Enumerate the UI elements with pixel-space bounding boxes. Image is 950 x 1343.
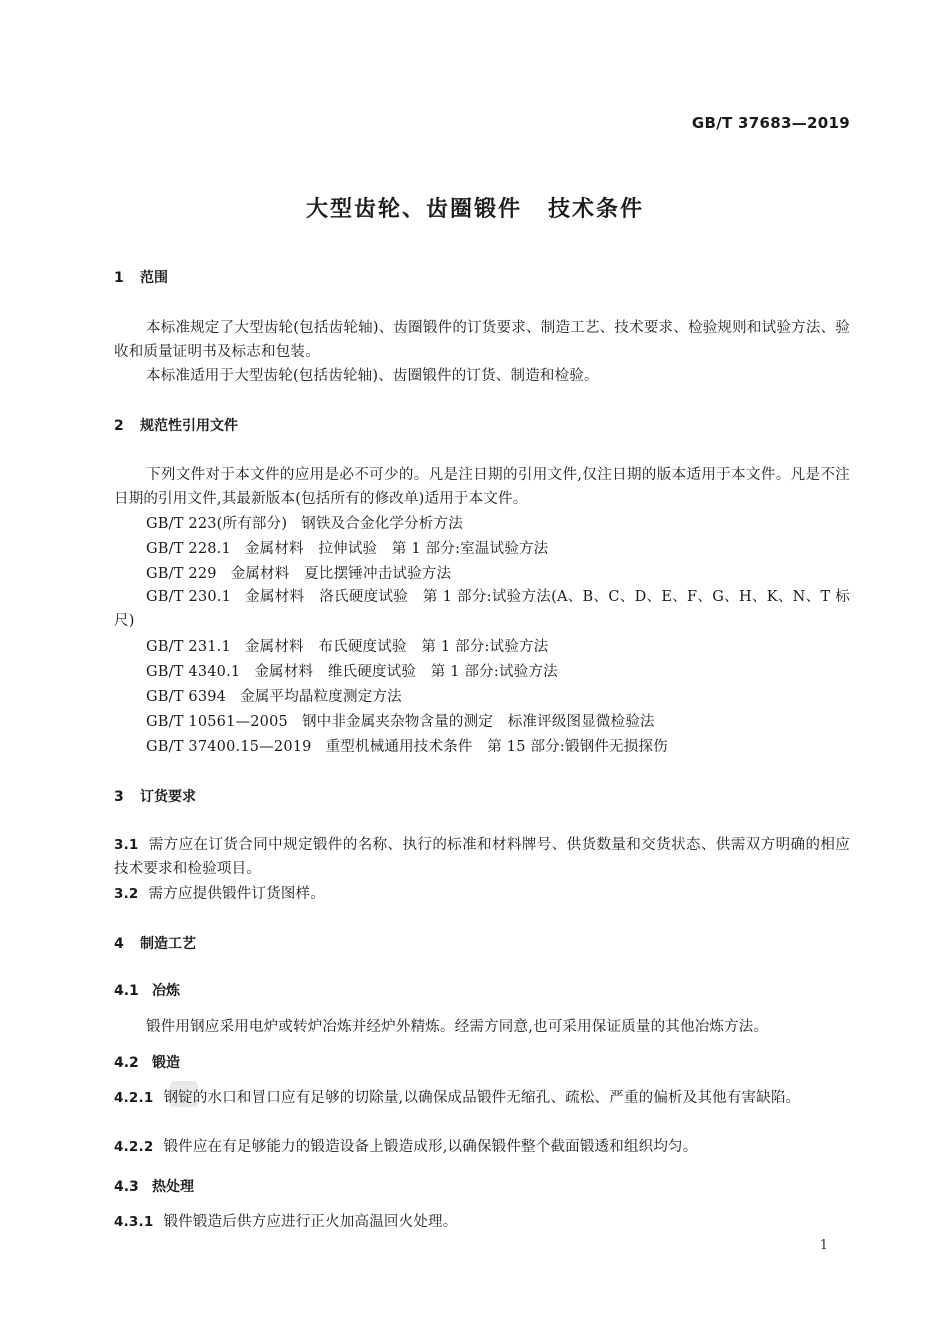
section-1-para-2: 本标准适用于大型齿轮(包括齿轮轴)、齿圈锻件的订货、制造和检验。: [146, 368, 599, 384]
section-3-heading: 3 订货要求: [114, 789, 196, 805]
section-4-2-heading: 4.2 锻造: [114, 1055, 180, 1071]
ref-item: GB/T 229 金属材料 夏比摆锤冲击试验方法: [146, 566, 452, 582]
section-4-1-heading: 4.1 冶炼: [114, 983, 180, 999]
ref-item: GB/T 230.1 金属材料 洛氏硬度试验 第 1 部分:试验方法(A、B、C、D、E、F、G、H、K、N、T 标尺): [114, 589, 850, 629]
ref-item: GB/T 228.1 金属材料 拉伸试验 第 1 部分:室温试验方法: [146, 541, 549, 557]
document-title: [0, 192, 950, 223]
ref-item: GB/T 37400.15—2019 重型机械通用技术条件 第 15 部分:锻钢件无损探伤: [146, 739, 668, 755]
section-1-para-1: 本标准规定了大型齿轮(包括齿轮轴)、齿圈锻件的订货要求、制造工艺、技术要求、检验规则和试验方法、验收和质量证明书及标志和包装。: [114, 320, 850, 360]
section-4-heading: 4 制造工艺: [114, 936, 196, 952]
ref-item: GB/T 223(所有部分) 钢铁及合金化学分析方法: [146, 516, 463, 532]
title-part2: 技术条件: [548, 197, 645, 222]
clause-4-3-1: 4.3.1 锻件锻造后供方应进行正火加高温回火处理。: [114, 1214, 458, 1230]
section-4-3-heading: 4.3 热处理: [114, 1179, 194, 1195]
ref-item: GB/T 231.1 金属材料 布氏硬度试验 第 1 部分:试验方法: [146, 639, 549, 655]
page-number: 1: [819, 1238, 828, 1253]
standard-number: GB/T 37683—2019: [691, 114, 850, 132]
section-2-heading: 2 规范性引用文件: [114, 418, 238, 434]
clause-4-2-2: 4.2.2 锻件应在有足够能力的锻造设备上锻造成形,以确保锻件整个截面锻透和组织均匀。: [114, 1139, 698, 1155]
section-2-intro: 下列文件对于本文件的应用是必不可少的。凡是注日期的引用文件,仅注日期的版本适用于本文件。凡是不注日期的引用文件,其最新版本(包括所有的修改单)适用于本文件。: [114, 467, 850, 507]
clause-4-2-1: 4.2.1 钢锭的水口和冒口应有足够的切除量,以确保成品锻件无缩孔、疏松、严重的偏析及其他有害缺陷。: [114, 1090, 801, 1106]
ref-item: GB/T 6394 金属平均晶粒度测定方法: [146, 689, 402, 705]
title-part1: 大型齿轮、齿圈锻件: [305, 197, 522, 222]
section-1-heading: 1 范围: [114, 270, 168, 286]
clause-3-2: 3.2 需方应提供锻件订货图样。: [114, 886, 325, 902]
clause-3-1: 3.1 需方应在订货合同中规定锻件的名称、执行的标准和材料牌号、供货数量和交货状态、供需双方明确的相应技术要求和检验项目。: [114, 837, 850, 877]
ref-item: GB/T 10561—2005 钢中非金属夹杂物含量的测定 标准评级图显微检验法: [146, 714, 655, 730]
section-4-1-text: 锻件用钢应采用电炉或转炉冶炼并经炉外精炼。经需方同意,也可采用保证质量的其他冶炼方法。: [146, 1019, 769, 1035]
ref-item: GB/T 4340.1 金属材料 维氏硬度试验 第 1 部分:试验方法: [146, 664, 558, 680]
